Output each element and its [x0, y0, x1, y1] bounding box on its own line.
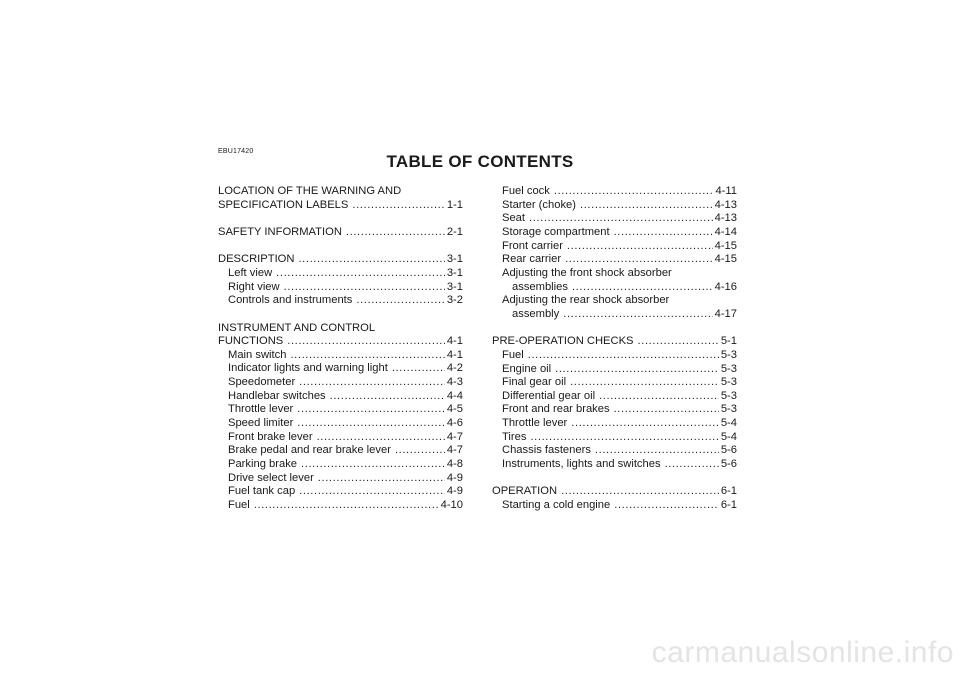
toc-entry-label: Starting a cold engine — [502, 499, 611, 512]
toc-entry[interactable] — [218, 294, 463, 308]
toc-page-number: 4-7 — [446, 430, 463, 443]
leader-dots — [555, 363, 719, 377]
leader-dots — [665, 458, 719, 472]
toc-left-column — [218, 185, 463, 513]
toc-entry-label: Front carrier — [502, 239, 563, 252]
toc-entry-label: Fuel cock — [502, 185, 550, 197]
toc-entry-label: SPECIFICATION LABELS — [218, 198, 349, 211]
toc-entry[interactable] — [492, 349, 737, 363]
toc-page-number: 4-1 — [446, 335, 463, 348]
leader-dots — [572, 281, 713, 295]
toc-entry-label: FUNCTIONS — [218, 335, 284, 348]
toc-entry-label: assembly — [512, 307, 560, 320]
toc-page-number: 5-1 — [720, 335, 737, 348]
leader-dots — [297, 403, 445, 417]
toc-entry-text: LOCATION OF THE WARNING AND — [218, 185, 402, 197]
toc-entry-label: Controls and instruments — [228, 294, 353, 307]
toc-page-number: 5-3 — [720, 389, 737, 402]
toc-page-number: 3-1 — [446, 280, 463, 293]
toc-entry[interactable] — [218, 253, 463, 267]
leader-dots — [284, 281, 445, 295]
toc-entry[interactable] — [218, 281, 463, 295]
toc-entry[interactable] — [492, 417, 737, 431]
toc-entry-label: Front brake lever — [228, 430, 313, 443]
leader-dots — [346, 226, 445, 240]
toc-right-column — [492, 185, 737, 513]
leader-dots — [561, 485, 719, 499]
toc-entry[interactable] — [218, 376, 463, 390]
toc-entry[interactable] — [492, 335, 737, 349]
toc-entry-label: Brake pedal and rear brake lever — [228, 444, 391, 457]
toc-entry[interactable] — [492, 240, 737, 254]
page-title: TABLE OF CONTENTS — [386, 152, 574, 171]
toc-page-number: 4-13 — [714, 212, 737, 225]
leader-dots — [614, 226, 713, 240]
toc-entry[interactable] — [218, 444, 463, 458]
leader-dots — [287, 335, 445, 349]
toc-page-number: 3-1 — [446, 266, 463, 279]
toc-page-number: 5-4 — [720, 430, 737, 443]
toc-page-number: 4-3 — [446, 376, 463, 389]
toc-entry-label: Front and rear brakes — [502, 403, 610, 416]
toc-entry-label: OPERATION — [492, 485, 558, 498]
toc-page-number: 4-17 — [714, 307, 737, 320]
watermark-text: carmanualsonline.info — [651, 636, 954, 669]
toc-entry-label: Main switch — [228, 348, 287, 361]
toc-entry[interactable] — [492, 308, 737, 322]
toc-entry[interactable] — [492, 499, 737, 513]
toc-page-number: 4-13 — [714, 198, 737, 211]
leader-dots — [276, 267, 445, 281]
toc-entry[interactable] — [492, 212, 737, 226]
toc-page-number: 4-1 — [446, 348, 463, 361]
toc-entry-label: Handlebar switches — [228, 389, 326, 402]
leader-dots — [254, 499, 439, 513]
toc-entry-label: Starter (choke) — [502, 198, 576, 211]
toc-entry-label: Chassis fasteners — [502, 444, 591, 457]
toc-entry-label: Throttle lever — [502, 417, 568, 430]
toc-entry-label: DESCRIPTION — [218, 253, 295, 266]
toc-page-number: 5-3 — [720, 348, 737, 361]
toc-page-number: 4-11 — [715, 185, 737, 197]
toc-entry[interactable] — [218, 458, 463, 472]
leader-dots — [356, 294, 444, 308]
toc-page-number: 4-16 — [714, 280, 737, 293]
leader-dots — [563, 308, 712, 322]
toc-entry[interactable] — [492, 390, 737, 404]
toc-entry[interactable] — [218, 349, 463, 363]
toc-entry-label: Final gear oil — [502, 376, 567, 389]
leader-dots — [614, 403, 719, 417]
leader-dots — [554, 185, 714, 199]
toc-page-number: 4-4 — [446, 389, 463, 402]
leader-dots — [529, 212, 713, 226]
toc-page-number: 5-3 — [720, 403, 737, 416]
leader-dots — [392, 362, 445, 376]
leader-dots — [395, 444, 445, 458]
toc-entry[interactable] — [492, 281, 737, 295]
leader-dots — [599, 390, 719, 404]
leader-dots — [299, 376, 445, 390]
leader-dots — [638, 335, 719, 349]
toc-entry[interactable] — [492, 403, 737, 417]
toc-page-number: 4-10 — [440, 499, 463, 512]
toc-entry[interactable] — [492, 363, 737, 377]
toc-page-number: 4-8 — [446, 458, 463, 471]
leader-dots — [299, 485, 445, 499]
toc-entry-label: Differential gear oil — [502, 389, 596, 402]
toc-page-number: 5-6 — [720, 444, 737, 457]
toc-entry-label: Left view — [228, 266, 273, 279]
toc-entry[interactable] — [492, 185, 737, 199]
leader-dots — [528, 349, 719, 363]
toc-entry-label: Engine oil — [502, 362, 552, 375]
toc-page-number: 4-9 — [446, 471, 463, 484]
toc-page-number: 4-15 — [714, 253, 737, 266]
toc-entry-label: Seat — [502, 212, 526, 225]
toc-page-number: 3-2 — [446, 294, 463, 307]
toc-entry-text: Adjusting the rear shock absorber — [502, 294, 670, 307]
toc-entry[interactable] — [218, 472, 463, 486]
toc-entry-label: Instruments, lights and switches — [502, 458, 661, 471]
toc-page-number: 4-2 — [446, 362, 463, 375]
leader-dots — [580, 199, 713, 213]
toc-page-number: 4-9 — [446, 485, 463, 498]
toc-page-number: 5-3 — [720, 362, 737, 375]
toc-entry-label: Drive select lever — [228, 471, 314, 484]
toc-page-number: 2-1 — [446, 225, 463, 238]
toc-entry[interactable] — [218, 417, 463, 431]
toc-entry-label: Right view — [228, 280, 280, 293]
toc-entry[interactable] — [492, 253, 737, 267]
toc-page-number: 4-7 — [446, 444, 463, 457]
toc-page-number: 5-6 — [720, 458, 737, 471]
leader-dots — [297, 417, 445, 431]
leader-dots — [565, 253, 713, 267]
toc-page-number: 4-5 — [446, 403, 463, 416]
toc-entry[interactable] — [218, 267, 463, 281]
toc-entry[interactable] — [492, 431, 737, 445]
toc-entry-text: Adjusting the front shock absorber — [502, 266, 672, 279]
document-code: EBU17420 — [218, 148, 254, 155]
toc-entry[interactable] — [218, 199, 463, 213]
toc-entry[interactable] — [492, 376, 737, 390]
toc-entry[interactable] — [218, 362, 463, 376]
toc-page-number: 3-1 — [446, 253, 463, 266]
toc-entry-label: Speed limiter — [228, 417, 294, 430]
toc-entry-label: Rear carrier — [502, 253, 562, 266]
toc-entry-label: SAFETY INFORMATION — [218, 225, 342, 238]
leader-dots — [567, 240, 713, 254]
toc-entry[interactable] — [218, 390, 463, 404]
toc-entry-label: Indicator lights and warning light — [228, 362, 388, 375]
toc-page-number: 4-15 — [714, 239, 737, 252]
toc-entry-label: Parking brake — [228, 458, 298, 471]
toc-page-number: 4-14 — [714, 225, 737, 238]
toc-entry[interactable] — [492, 444, 737, 458]
leader-dots — [301, 458, 445, 472]
toc-entry[interactable] — [218, 335, 463, 349]
toc-entry[interactable] — [218, 403, 463, 417]
toc-entry-label: Throttle lever — [228, 403, 294, 416]
leader-dots — [352, 199, 444, 213]
toc-entry[interactable] — [218, 226, 463, 240]
toc-entry[interactable] — [492, 485, 737, 499]
leader-dots — [571, 417, 719, 431]
toc-entry-label: assemblies — [512, 280, 568, 293]
leader-dots — [330, 390, 445, 404]
leader-dots — [318, 472, 445, 486]
toc-page-number: 1-1 — [446, 198, 463, 211]
toc-entry-label: Tires — [502, 430, 527, 443]
leader-dots — [570, 376, 719, 390]
toc-page-number: 4-6 — [446, 417, 463, 430]
leader-dots — [317, 431, 445, 445]
toc-entry[interactable] — [218, 431, 463, 445]
toc-entry[interactable] — [492, 458, 737, 472]
toc-entry-label: Fuel — [228, 499, 250, 512]
toc-page-number: 6-1 — [720, 485, 737, 498]
toc-page-number: 6-1 — [720, 499, 737, 512]
toc-entry-label: Fuel tank cap — [228, 485, 296, 498]
toc-entry[interactable] — [218, 499, 463, 513]
toc-entry-label: Storage compartment — [502, 225, 610, 238]
toc-entry[interactable] — [218, 485, 463, 499]
toc-entry-label: PRE-OPERATION CHECKS — [492, 335, 634, 348]
toc-page-number: 5-3 — [720, 376, 737, 389]
leader-dots — [290, 349, 444, 363]
toc-entry-label: Speedometer — [228, 376, 296, 389]
leader-dots — [298, 253, 444, 267]
leader-dots — [530, 431, 718, 445]
toc-page-number: 5-4 — [720, 417, 737, 430]
toc-entry[interactable] — [492, 199, 737, 213]
leader-dots — [614, 499, 719, 513]
toc-entry[interactable] — [492, 226, 737, 240]
toc-entry-label: Fuel — [502, 348, 524, 361]
leader-dots — [595, 444, 719, 458]
toc-entry-text: INSTRUMENT AND CONTROL — [218, 321, 376, 334]
